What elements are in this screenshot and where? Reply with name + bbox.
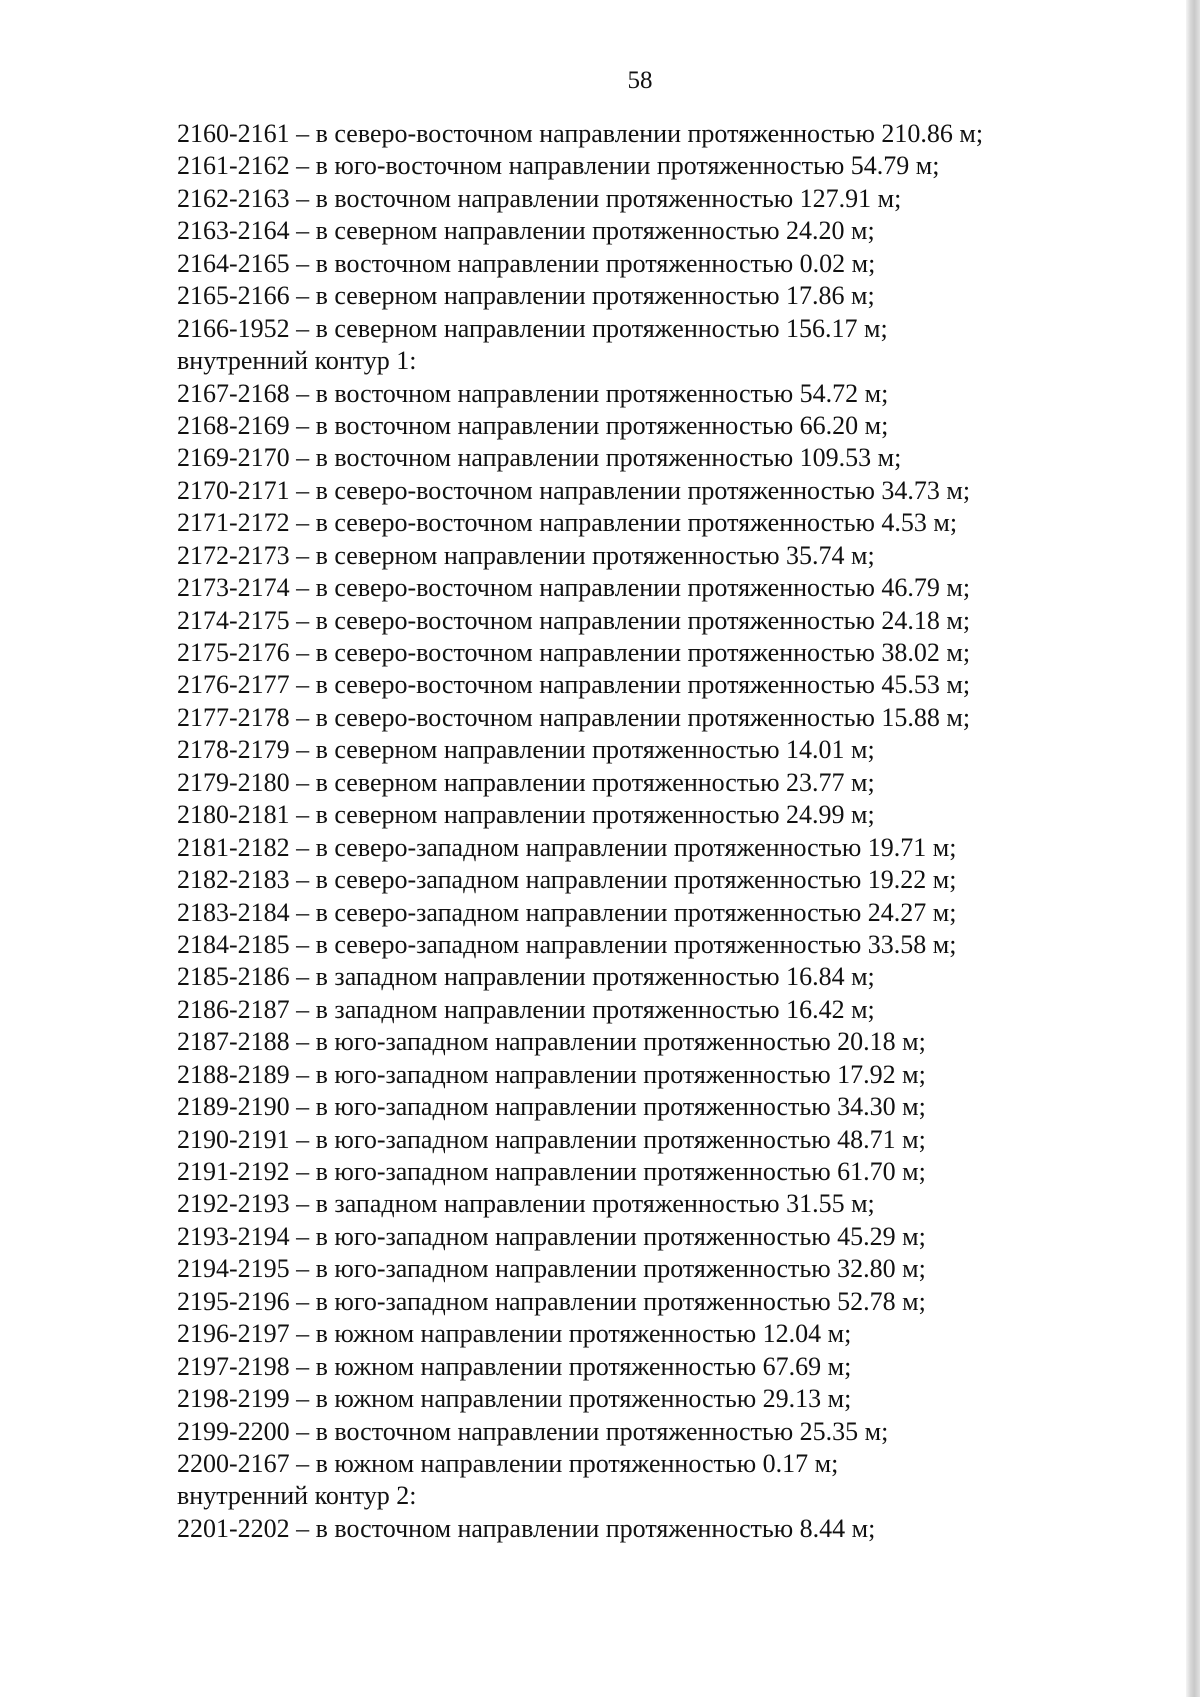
text-line: 2196-2197 – в южном направлении протяженностью 12.04 м; — [177, 1319, 852, 1349]
text-line: 2167-2168 – в восточном направлении протяженностью 54.72 м; — [177, 378, 889, 408]
text-line: 2174-2175 – в северо-восточном направлении протяженностью 24.18 м; — [177, 605, 971, 635]
text-line: 2198-2199 – в южном направлении протяженностью 29.13 м; — [177, 1384, 852, 1414]
boundary-description — [177, 118, 1137, 1545]
text-line: 2193-2194 – в юго-западном направлении протяженностью 45.29 м; — [177, 1221, 926, 1251]
text-line: 2194-2195 – в юго-западном направлении протяженностью 32.80 м; — [177, 1254, 926, 1284]
text-line: 2201-2202 – в восточном направлении протяженностью 8.44 м; — [177, 1513, 876, 1543]
text-line: 2189-2190 – в юго-западном направлении протяженностью 34.30 м; — [177, 1092, 926, 1122]
text-line: 2176-2177 – в северо-восточном направлении протяженностью 45.53 м; — [177, 670, 971, 700]
text-line: 2186-2187 – в западном направлении протяженностью 16.42 м; — [177, 994, 875, 1024]
text-line: 2197-2198 – в южном направлении протяженностью 67.69 м; — [177, 1351, 852, 1381]
page-number: 58 — [627, 67, 653, 94]
text-line: 2169-2170 – в восточном направлении протяженностью 109.53 м; — [177, 443, 902, 473]
text-line: 2179-2180 – в северном направлении протяженностью 23.77 м; — [177, 767, 875, 797]
text-line: 2172-2173 – в северном направлении протяженностью 35.74 м; — [177, 540, 875, 570]
text-line: 2178-2179 – в северном направлении протяженностью 14.01 м; — [177, 735, 875, 765]
text-line: 2185-2186 – в западном направлении протяженностью 16.84 м; — [177, 962, 875, 992]
section-heading: внутренний контур 1: — [177, 346, 417, 376]
text-line: 2173-2174 – в северо-восточном направлении протяженностью 46.79 м; — [177, 573, 971, 603]
text-line: 2163-2164 – в северном направлении протяженностью 24.20 м; — [177, 216, 875, 246]
text-line: 2170-2171 – в северо-восточном направлении протяженностью 34.73 м; — [177, 475, 971, 505]
section-heading: внутренний контур 2: — [177, 1481, 417, 1511]
text-line: 2188-2189 – в юго-западном направлении протяженностью 17.92 м; — [177, 1059, 926, 1089]
text-line: 2184-2185 – в северо-западном направлении протяженностью 33.58 м; — [177, 929, 957, 959]
text-line: 2175-2176 – в северо-восточном направлении протяженностью 38.02 м; — [177, 638, 971, 667]
text-line: 2200-2167 – в южном направлении протяженностью 0.17 м; — [177, 1448, 839, 1478]
text-line: 2195-2196 – в юго-западном направлении протяженностью 52.78 м; — [177, 1286, 926, 1316]
text-line: 2183-2184 – в северо-западном направлении протяженностью 24.27 м; — [177, 897, 957, 927]
text-line: 2161-2162 – в юго-восточном направлении протяженностью 54.79 м; — [177, 151, 940, 181]
text-line: 2160-2161 – в северо-восточном направлении протяженностью 210.86 м; — [177, 119, 984, 148]
text-line: 2162-2163 – в восточном направлении протяженностью 127.91 м; — [177, 183, 902, 213]
text-line: 2166-1952 – в северном направлении протяженностью 156.17 м; — [177, 313, 888, 343]
scan-edge-shadow — [1186, 0, 1200, 1697]
text-line: 2187-2188 – в юго-западном направлении протяженностью 20.18 м; — [177, 1027, 926, 1057]
text-line: 2190-2191 – в юго-западном направлении протяженностью 48.71 м; — [177, 1124, 926, 1154]
text-line: 2181-2182 – в северо-западном направлении протяженностью 19.71 м; — [177, 832, 957, 862]
text-line: 2199-2200 – в восточном направлении протяженностью 25.35 м; — [177, 1416, 889, 1446]
text-line: 2164-2165 – в восточном направлении протяженностью 0.02 м; — [177, 248, 876, 278]
text-line: 2180-2181 – в северном направлении протяженностью 24.99 м; — [177, 800, 875, 830]
text-line: 2168-2169 – в восточном направлении протяженностью 66.20 м; — [177, 410, 889, 440]
text-line: 2171-2172 – в северо-восточном направлении протяженностью 4.53 м; — [177, 508, 958, 538]
text-line: 2177-2178 – в северо-восточном направлении протяженностью 15.88 м; — [177, 702, 971, 732]
text-line: 2191-2192 – в юго-западном направлении протяженностью 61.70 м; — [177, 1157, 926, 1186]
text-line: 2192-2193 – в западном направлении протяженностью 31.55 м; — [177, 1189, 875, 1219]
text-line: 2165-2166 – в северном направлении протяженностью 17.86 м; — [177, 281, 875, 311]
text-line: 2182-2183 – в северо-западном направлении протяженностью 19.22 м; — [177, 865, 957, 895]
